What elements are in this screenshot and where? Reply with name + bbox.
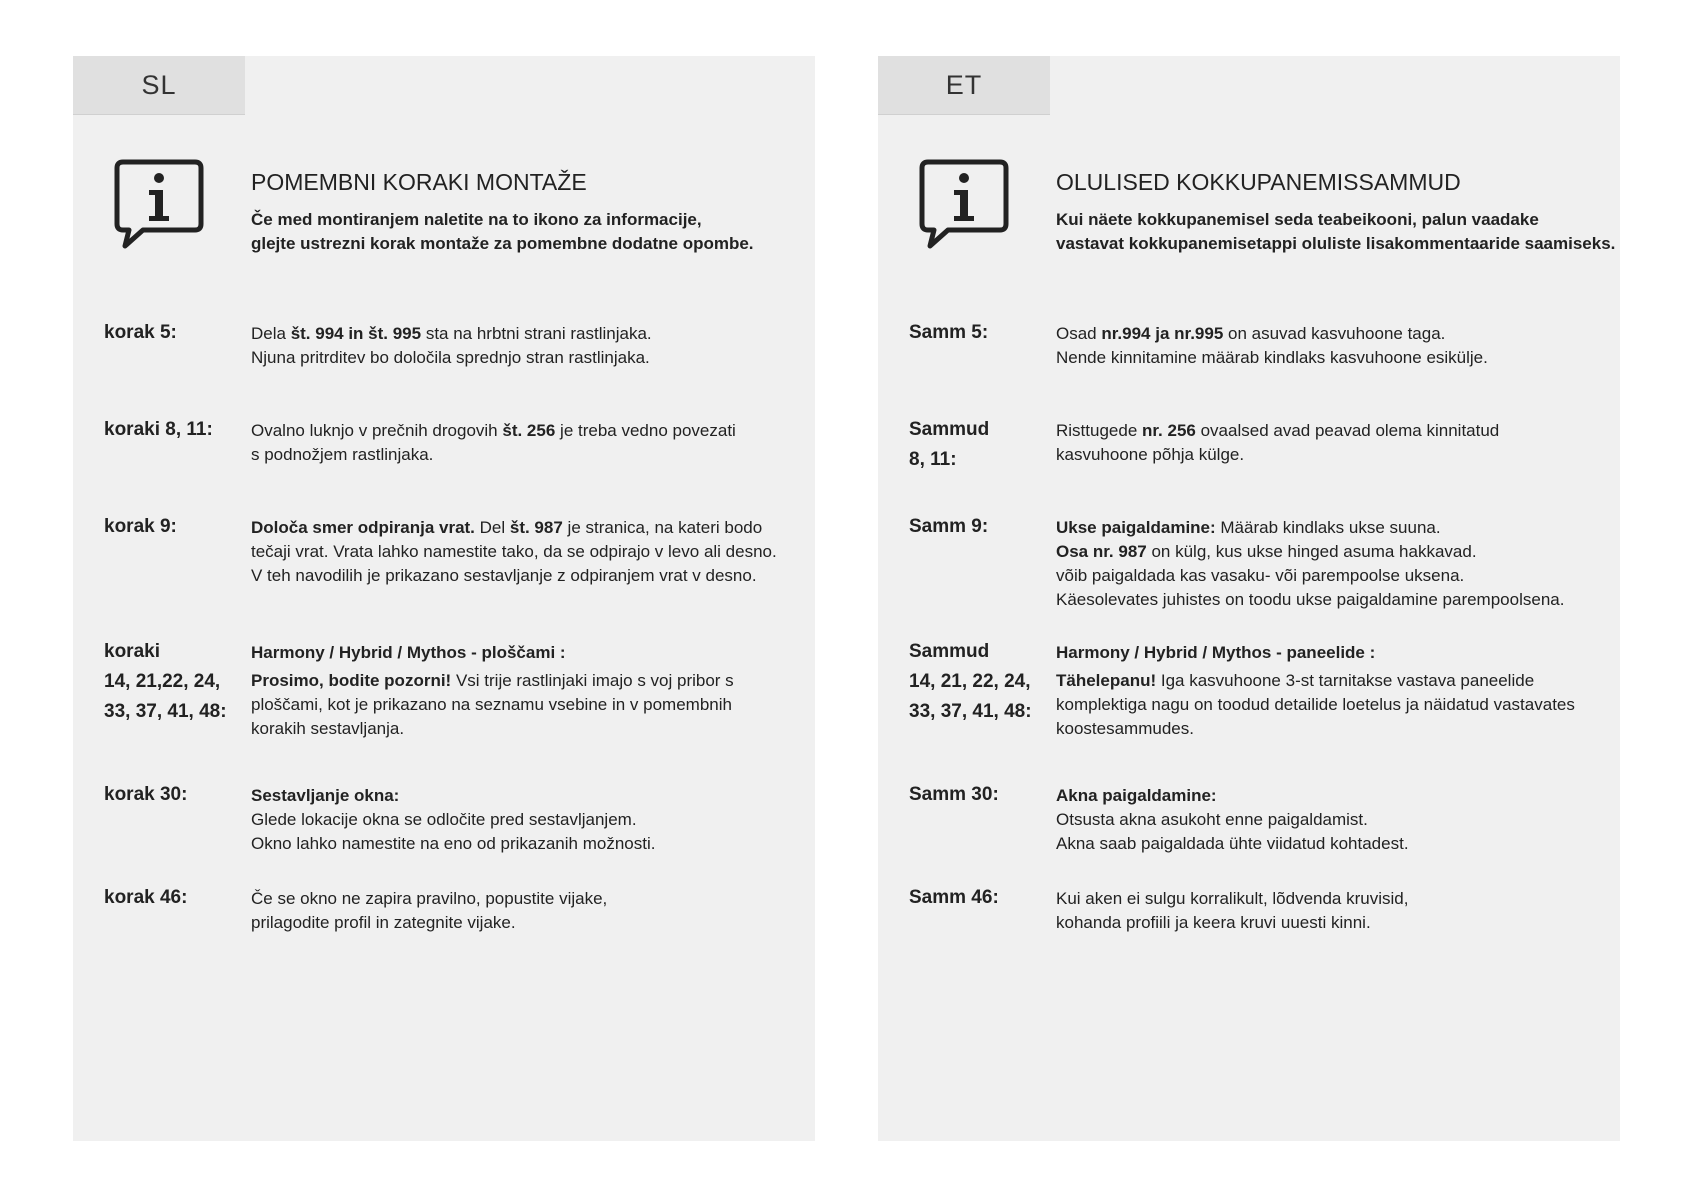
text-segment: Määrab kindlaks ukse suuna.	[1215, 518, 1441, 537]
intro-text	[251, 208, 811, 256]
text-line	[1056, 669, 1616, 693]
text-segment: on asuvad kasvuhoone taga.	[1223, 324, 1446, 343]
bold-text: nr. 256	[1142, 421, 1196, 440]
text-segment: komplektiga nagu on toodud detailide loetelus ja näidatud vastavates	[1056, 695, 1575, 714]
step-text	[251, 641, 811, 741]
text-segment: s podnožjem rastlinjaka.	[251, 445, 434, 464]
text-segment: Če se okno ne zapira pravilno, popustite vijake,	[251, 889, 608, 908]
step-label	[104, 318, 244, 348]
text-line	[1056, 832, 1616, 856]
panel-sl	[73, 56, 815, 1141]
step-label	[909, 318, 1049, 348]
text-line	[1056, 588, 1616, 612]
text-segment: Glede lokacije okna se odločite pred sestavljanjem.	[251, 810, 637, 829]
text-segment: je stranica, na kateri bodo	[562, 518, 763, 537]
text-segment: Käesolevates juhistes on toodu ukse paigaldamine parempoolsena.	[1056, 590, 1565, 609]
section-title: POMEMBNI KORAKI MONTAŽE	[251, 169, 587, 195]
step-label-line: 33, 37, 41, 48:	[104, 701, 227, 722]
text-line	[251, 322, 811, 346]
text-segment: je treba vedno povezati	[555, 421, 736, 440]
step-label-line: korak 30:	[104, 784, 188, 805]
text-line	[1056, 887, 1616, 911]
bold-text: Ukse paigaldamine:	[1056, 518, 1216, 537]
intro-line: vastavat kokkupanemisetappi oluliste lisakommentaaride saamiseks.	[1056, 234, 1616, 253]
bold-text: št. 256	[502, 421, 556, 440]
step-text	[1056, 419, 1616, 467]
bold-text: Akna paigaldamine:	[1056, 786, 1217, 805]
text-line	[251, 540, 811, 564]
text-segment: V teh navodilih je prikazano sestavljanje z odpiranjem vrat v desno.	[251, 566, 757, 585]
step-label-line: Samm 46:	[909, 887, 999, 908]
language-tab: SL	[73, 56, 245, 115]
step-label-line: Samm 30:	[909, 784, 999, 805]
step-label-line: 8, 11:	[909, 449, 957, 470]
text-segment: koostesammudes.	[1056, 719, 1194, 738]
intro-line: Če med montiranjem naletite na to ikono za informacije,	[251, 210, 702, 229]
bold-text: Osa nr. 987	[1056, 542, 1147, 561]
step-text	[251, 784, 811, 856]
text-line	[1056, 717, 1616, 741]
text-line	[1056, 443, 1616, 467]
step-label	[909, 883, 1049, 913]
text-line	[1056, 516, 1616, 540]
step-label	[104, 780, 244, 810]
step-label	[104, 883, 244, 913]
text-segment: kasvuhoone põhja külge.	[1056, 445, 1245, 464]
bold-text: Sestavljanje okna:	[251, 786, 400, 805]
text-line	[251, 784, 811, 808]
step-label-line: koraki 8, 11:	[104, 419, 213, 440]
text-segment: Kui aken ei sulgu korralikult, lõdvenda kruvisid,	[1056, 889, 1409, 908]
step-text	[1056, 784, 1616, 856]
text-line	[251, 669, 811, 693]
step-label	[909, 637, 1049, 727]
text-line	[1056, 564, 1616, 588]
text-line	[1056, 693, 1616, 717]
bold-text: Tähelepanu!	[1056, 671, 1157, 690]
step-label-line: Samm 5:	[909, 322, 989, 343]
text-line	[251, 832, 811, 856]
text-segment: Nende kinnitamine määrab kindlaks kasvuhoone esikülje.	[1056, 348, 1488, 367]
step-label-line: 33, 37, 41, 48:	[909, 701, 1032, 722]
text-line	[251, 641, 811, 665]
step-text	[251, 516, 811, 588]
step-text	[251, 322, 811, 370]
step-label-line: korak 46:	[104, 887, 188, 908]
section-title: OLULISED KOKKUPANEMISSAMMUD	[1056, 169, 1461, 195]
step-label	[104, 415, 244, 445]
text-segment: Risttugede	[1056, 421, 1142, 440]
step-text	[251, 419, 811, 467]
text-segment: on külg, kus ukse hinged asuma hakkavad.	[1146, 542, 1477, 561]
text-segment: võib paigaldada kas vasaku- või parempoolse uksena.	[1056, 566, 1465, 585]
text-line	[251, 911, 811, 935]
step-label	[104, 637, 244, 727]
text-segment: kohanda profiili ja keera kruvi uuesti kinni.	[1056, 913, 1371, 932]
step-label	[104, 512, 244, 542]
text-line	[1056, 419, 1616, 443]
text-line	[1056, 911, 1616, 935]
text-segment: sta na hrbtni strani rastlinjaka.	[421, 324, 652, 343]
bold-text: nr.994 ja nr.995	[1101, 324, 1224, 343]
text-line	[1056, 641, 1616, 665]
text-segment: prilagodite profil in zategnite vijake.	[251, 913, 516, 932]
step-text	[1056, 516, 1616, 612]
step-text	[1056, 887, 1616, 935]
text-segment: korakih sestavljanja.	[251, 719, 405, 738]
text-line	[1056, 540, 1616, 564]
panel-et	[878, 56, 1620, 1141]
text-line	[251, 443, 811, 467]
step-label-line: 14, 21, 22, 24,	[909, 671, 1031, 692]
step-label-line: Sammud	[909, 419, 990, 440]
text-line	[251, 564, 811, 588]
text-segment: Del	[474, 518, 510, 537]
info-icon	[918, 158, 1010, 250]
text-segment: Okno lahko namestite na eno od prikazanih možnosti.	[251, 834, 656, 853]
text-segment: tečaji vrat. Vrata lahko namestite tako, da se odpirajo v levo ali desno.	[251, 542, 777, 561]
text-segment: Osad	[1056, 324, 1102, 343]
text-line	[1056, 346, 1616, 370]
text-segment: ovaalsed avad peavad olema kinnitatud	[1195, 421, 1500, 440]
step-label	[909, 415, 1049, 475]
info-icon	[113, 158, 205, 250]
text-segment: Iga kasvuhoone 3-st tarnitakse vastava paneelide	[1156, 671, 1535, 690]
intro-line: glejte ustrezni korak montaže za pomembne dodatne opombe.	[251, 234, 754, 253]
text-line	[251, 717, 811, 741]
text-line	[251, 419, 811, 443]
step-label-line: koraki	[104, 641, 160, 662]
text-line	[1056, 784, 1616, 808]
intro-text	[1056, 208, 1616, 256]
text-segment: Ovalno luknjo v prečnih drogovih	[251, 421, 503, 440]
step-label	[909, 780, 1049, 810]
step-text	[1056, 641, 1616, 741]
text-segment: Dela	[251, 324, 291, 343]
text-line	[251, 887, 811, 911]
text-line	[251, 346, 811, 370]
bold-text: št. 987	[509, 518, 563, 537]
bold-text: Harmony / Hybrid / Mythos - paneelide :	[1056, 643, 1376, 662]
step-text	[251, 887, 811, 935]
text-line	[1056, 322, 1616, 346]
step-label-line: Sammud	[909, 641, 990, 662]
text-segment: Otsusta akna asukoht enne paigaldamist.	[1056, 810, 1368, 829]
text-segment: ploščami, kot je prikazano na seznamu vsebine in v pomembnih	[251, 695, 732, 714]
bold-text: Določa smer odpiranja vrat.	[251, 518, 475, 537]
intro-line: Kui näete kokkupanemisel seda teabeikooni, palun vaadake	[1056, 210, 1539, 229]
step-text	[1056, 322, 1616, 370]
step-label-line: 14, 21,22, 24,	[104, 671, 221, 692]
text-segment: Akna saab paigaldada ühte viidatud kohtadest.	[1056, 834, 1409, 853]
step-label	[909, 512, 1049, 542]
text-line	[251, 516, 811, 540]
text-segment: Njuna pritrditev bo določila sprednjo stran rastlinjaka.	[251, 348, 650, 367]
step-label-line: Samm 9:	[909, 516, 989, 537]
text-line	[251, 808, 811, 832]
bold-text: Prosimo, bodite pozorni!	[251, 671, 452, 690]
step-label-line: korak 5:	[104, 322, 177, 343]
text-line	[1056, 808, 1616, 832]
text-line	[251, 693, 811, 717]
step-label-line: korak 9:	[104, 516, 177, 537]
language-tab: ET	[878, 56, 1050, 115]
text-segment: Vsi trije rastlinjaki imajo s voj pribor s	[451, 671, 734, 690]
bold-text: Harmony / Hybrid / Mythos - ploščami :	[251, 643, 566, 662]
bold-text: št. 994 in št. 995	[290, 324, 422, 343]
